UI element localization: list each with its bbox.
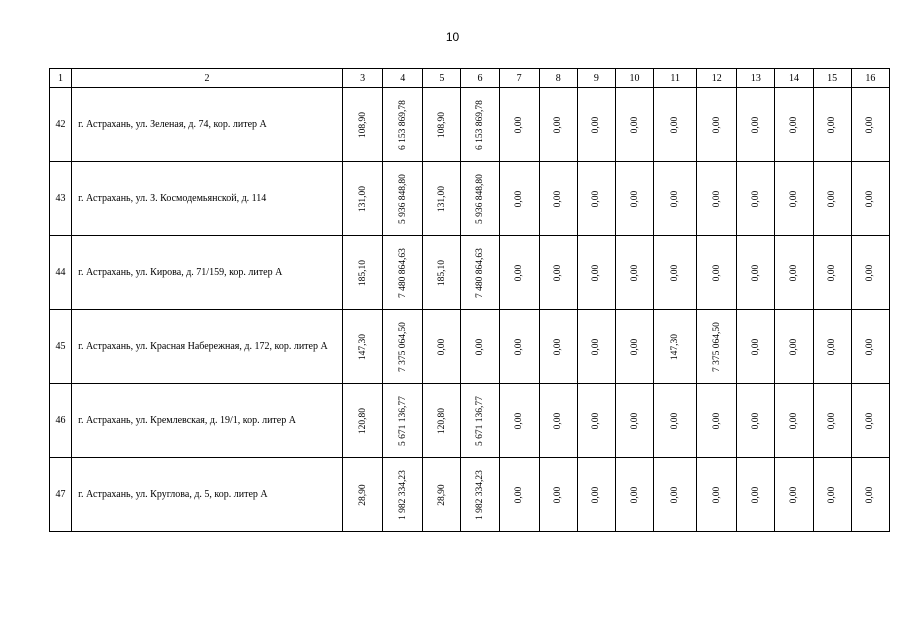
value-cell (654, 236, 697, 310)
value-cell (654, 384, 697, 458)
value-text: 185,10 (436, 259, 447, 286)
header-row (50, 69, 890, 88)
value-text: 0,00 (591, 264, 602, 281)
value-cell (343, 88, 383, 162)
value-text: 28,90 (357, 483, 368, 506)
value-cell (775, 88, 813, 162)
column-header: 13 (737, 69, 775, 88)
value-cell (577, 310, 615, 384)
value-cell (539, 162, 577, 236)
value-cell (499, 458, 539, 532)
value-cell (615, 236, 653, 310)
value-cell (343, 236, 383, 310)
value-cell (383, 384, 423, 458)
value-cell (343, 384, 383, 458)
value-text: 0,00 (789, 486, 800, 503)
value-cell (539, 458, 577, 532)
value-text: 0,00 (711, 190, 722, 207)
column-header: 16 (851, 69, 889, 88)
value-cell (423, 310, 461, 384)
value-text: 185,10 (357, 259, 368, 286)
value-cell (539, 88, 577, 162)
value-cell (461, 236, 499, 310)
row-number: 47 (50, 458, 72, 532)
value-text: 1 982 334,23 (475, 469, 485, 520)
value-text: 0,00 (670, 486, 681, 503)
value-text: 120,80 (436, 407, 447, 434)
row-number: 46 (50, 384, 72, 458)
value-cell (697, 458, 737, 532)
value-text: 147,30 (670, 333, 681, 360)
address-cell: г. Астрахань, ул. Круглова, д. 5, кор. литер А (72, 458, 343, 532)
value-cell (539, 384, 577, 458)
value-text: 7 375 064,50 (397, 321, 408, 372)
value-text: 0,00 (591, 412, 602, 429)
value-text: 0,00 (827, 116, 838, 133)
value-cell (383, 236, 423, 310)
value-text: 0,00 (750, 338, 761, 355)
value-text: 0,00 (436, 338, 447, 355)
value-cell (851, 88, 889, 162)
value-text: 0,00 (514, 412, 525, 429)
column-header: 11 (654, 69, 697, 88)
value-text: 0,00 (750, 190, 761, 207)
value-cell (577, 458, 615, 532)
value-text: 0,00 (670, 412, 681, 429)
value-text: 5 936 848,80 (475, 173, 485, 224)
value-text: 0,00 (789, 190, 800, 207)
value-cell (423, 162, 461, 236)
value-text: 108,90 (436, 111, 447, 138)
value-cell (615, 310, 653, 384)
value-text: 0,00 (789, 116, 800, 133)
column-header: 2 (72, 69, 343, 88)
address-cell: г. Астрахань, ул. Кирова, д. 71/159, кор. литер А (72, 236, 343, 310)
value-cell (775, 162, 813, 236)
address-cell: г. Астрахань, ул. З. Космодемьянской, д. 114 (72, 162, 343, 236)
value-text: 0,00 (789, 412, 800, 429)
value-text: 0,00 (711, 116, 722, 133)
row-number: 42 (50, 88, 72, 162)
value-cell (813, 162, 851, 236)
table-row (50, 88, 890, 162)
value-cell (461, 162, 499, 236)
value-cell (383, 88, 423, 162)
value-text: 0,00 (629, 486, 640, 503)
value-cell (343, 310, 383, 384)
column-header: 4 (383, 69, 423, 88)
column-header: 6 (461, 69, 499, 88)
value-cell (697, 310, 737, 384)
value-text: 0,00 (475, 338, 485, 355)
row-number: 45 (50, 310, 72, 384)
value-cell (461, 384, 499, 458)
value-text: 0,00 (827, 486, 838, 503)
table-row (50, 384, 890, 458)
row-number: 44 (50, 236, 72, 310)
value-cell (737, 236, 775, 310)
value-text: 0,00 (553, 190, 564, 207)
value-cell (851, 384, 889, 458)
column-header: 10 (615, 69, 653, 88)
value-text: 131,00 (357, 185, 368, 212)
value-text: 28,90 (436, 483, 447, 506)
address-cell: г. Астрахань, ул. Кремлевская, д. 19/1, кор. литер А (72, 384, 343, 458)
value-cell (737, 88, 775, 162)
value-text: 0,00 (711, 412, 722, 429)
value-text: 1 982 334,23 (397, 469, 408, 520)
value-cell (461, 458, 499, 532)
value-cell (737, 162, 775, 236)
value-cell (697, 384, 737, 458)
column-header: 3 (343, 69, 383, 88)
value-text: 0,00 (514, 264, 525, 281)
value-text: 0,00 (750, 412, 761, 429)
value-cell (813, 236, 851, 310)
value-text: 0,00 (670, 190, 681, 207)
value-text: 0,00 (514, 338, 525, 355)
value-text: 0,00 (827, 338, 838, 355)
value-text: 0,00 (629, 116, 640, 133)
value-text: 0,00 (865, 338, 876, 355)
value-cell (697, 88, 737, 162)
value-text: 0,00 (865, 412, 876, 429)
value-text: 0,00 (711, 264, 722, 281)
table-row (50, 310, 890, 384)
value-cell (615, 88, 653, 162)
value-text: 0,00 (553, 412, 564, 429)
value-text: 6 153 869,78 (475, 99, 485, 150)
value-cell (383, 162, 423, 236)
value-text: 0,00 (629, 412, 640, 429)
value-cell (615, 458, 653, 532)
value-text: 0,00 (553, 486, 564, 503)
value-cell (461, 310, 499, 384)
value-cell (461, 88, 499, 162)
value-text: 0,00 (514, 116, 525, 133)
value-text: 147,30 (357, 333, 368, 360)
value-text: 0,00 (591, 190, 602, 207)
value-text: 5 936 848,80 (397, 173, 408, 224)
value-cell (343, 162, 383, 236)
value-cell (654, 310, 697, 384)
value-text: 0,00 (827, 412, 838, 429)
value-cell (851, 310, 889, 384)
value-cell (539, 236, 577, 310)
value-text: 0,00 (865, 486, 876, 503)
value-cell (654, 88, 697, 162)
value-cell (851, 162, 889, 236)
value-text: 0,00 (750, 116, 761, 133)
value-cell (775, 458, 813, 532)
value-cell (499, 162, 539, 236)
column-header: 5 (423, 69, 461, 88)
value-text: 0,00 (629, 190, 640, 207)
value-cell (775, 310, 813, 384)
table-row (50, 162, 890, 236)
column-header: 12 (697, 69, 737, 88)
table-row (50, 458, 890, 532)
value-text: 0,00 (591, 338, 602, 355)
value-cell (577, 236, 615, 310)
value-text: 0,00 (750, 486, 761, 503)
value-cell (423, 236, 461, 310)
value-cell (577, 384, 615, 458)
value-cell (499, 88, 539, 162)
column-header: 15 (813, 69, 851, 88)
value-cell (499, 236, 539, 310)
value-text: 0,00 (670, 264, 681, 281)
value-cell (383, 310, 423, 384)
value-text: 0,00 (591, 486, 602, 503)
value-cell (615, 162, 653, 236)
value-text: 6 153 869,78 (397, 99, 408, 150)
column-header: 1 (50, 69, 72, 88)
value-cell (813, 458, 851, 532)
value-cell (813, 310, 851, 384)
value-cell (539, 310, 577, 384)
value-cell (499, 310, 539, 384)
value-text: 0,00 (553, 264, 564, 281)
value-cell (654, 458, 697, 532)
value-cell (737, 310, 775, 384)
value-cell (697, 162, 737, 236)
page-number: 10 (445, 30, 460, 44)
value-text: 0,00 (865, 116, 876, 133)
value-text: 7 375 064,50 (711, 321, 722, 372)
value-cell (775, 384, 813, 458)
value-cell (615, 384, 653, 458)
value-text: 0,00 (629, 338, 640, 355)
value-cell (577, 88, 615, 162)
value-text: 0,00 (514, 190, 525, 207)
column-header: 7 (499, 69, 539, 88)
value-text: 0,00 (629, 264, 640, 281)
value-text: 5 671 136,77 (475, 395, 485, 446)
register-table (49, 68, 890, 532)
value-text: 108,90 (357, 111, 368, 138)
value-cell (813, 88, 851, 162)
value-cell (423, 88, 461, 162)
value-cell (737, 458, 775, 532)
row-number: 43 (50, 162, 72, 236)
value-cell (343, 458, 383, 532)
value-text: 0,00 (750, 264, 761, 281)
value-text: 0,00 (865, 264, 876, 281)
value-cell (813, 384, 851, 458)
value-cell (423, 384, 461, 458)
value-cell (775, 236, 813, 310)
value-text: 0,00 (553, 116, 564, 133)
value-text: 131,00 (436, 185, 447, 212)
value-cell (737, 384, 775, 458)
value-cell (499, 384, 539, 458)
value-text: 0,00 (789, 264, 800, 281)
value-text: 0,00 (711, 486, 722, 503)
address-cell: г. Астрахань, ул. Красная Набережная, д. 172, кор. литер А (72, 310, 343, 384)
value-text: 0,00 (789, 338, 800, 355)
value-text: 7 480 864,63 (475, 247, 485, 298)
value-cell (654, 162, 697, 236)
value-cell (697, 236, 737, 310)
value-cell (851, 458, 889, 532)
value-text: 0,00 (553, 338, 564, 355)
value-text: 0,00 (865, 190, 876, 207)
address-cell: г. Астрахань, ул. Зеленая, д. 74, кор. литер А (72, 88, 343, 162)
value-text: 0,00 (670, 116, 681, 133)
value-cell (577, 162, 615, 236)
table-row (50, 236, 890, 310)
column-header: 9 (577, 69, 615, 88)
column-header: 8 (539, 69, 577, 88)
value-text: 0,00 (591, 116, 602, 133)
value-text: 0,00 (827, 264, 838, 281)
value-text: 120,80 (357, 407, 368, 434)
value-cell (851, 236, 889, 310)
value-cell (423, 458, 461, 532)
value-cell (383, 458, 423, 532)
value-text: 7 480 864,63 (397, 247, 408, 298)
value-text: 0,00 (827, 190, 838, 207)
value-text: 5 671 136,77 (397, 395, 408, 446)
value-text: 0,00 (514, 486, 525, 503)
column-header: 14 (775, 69, 813, 88)
